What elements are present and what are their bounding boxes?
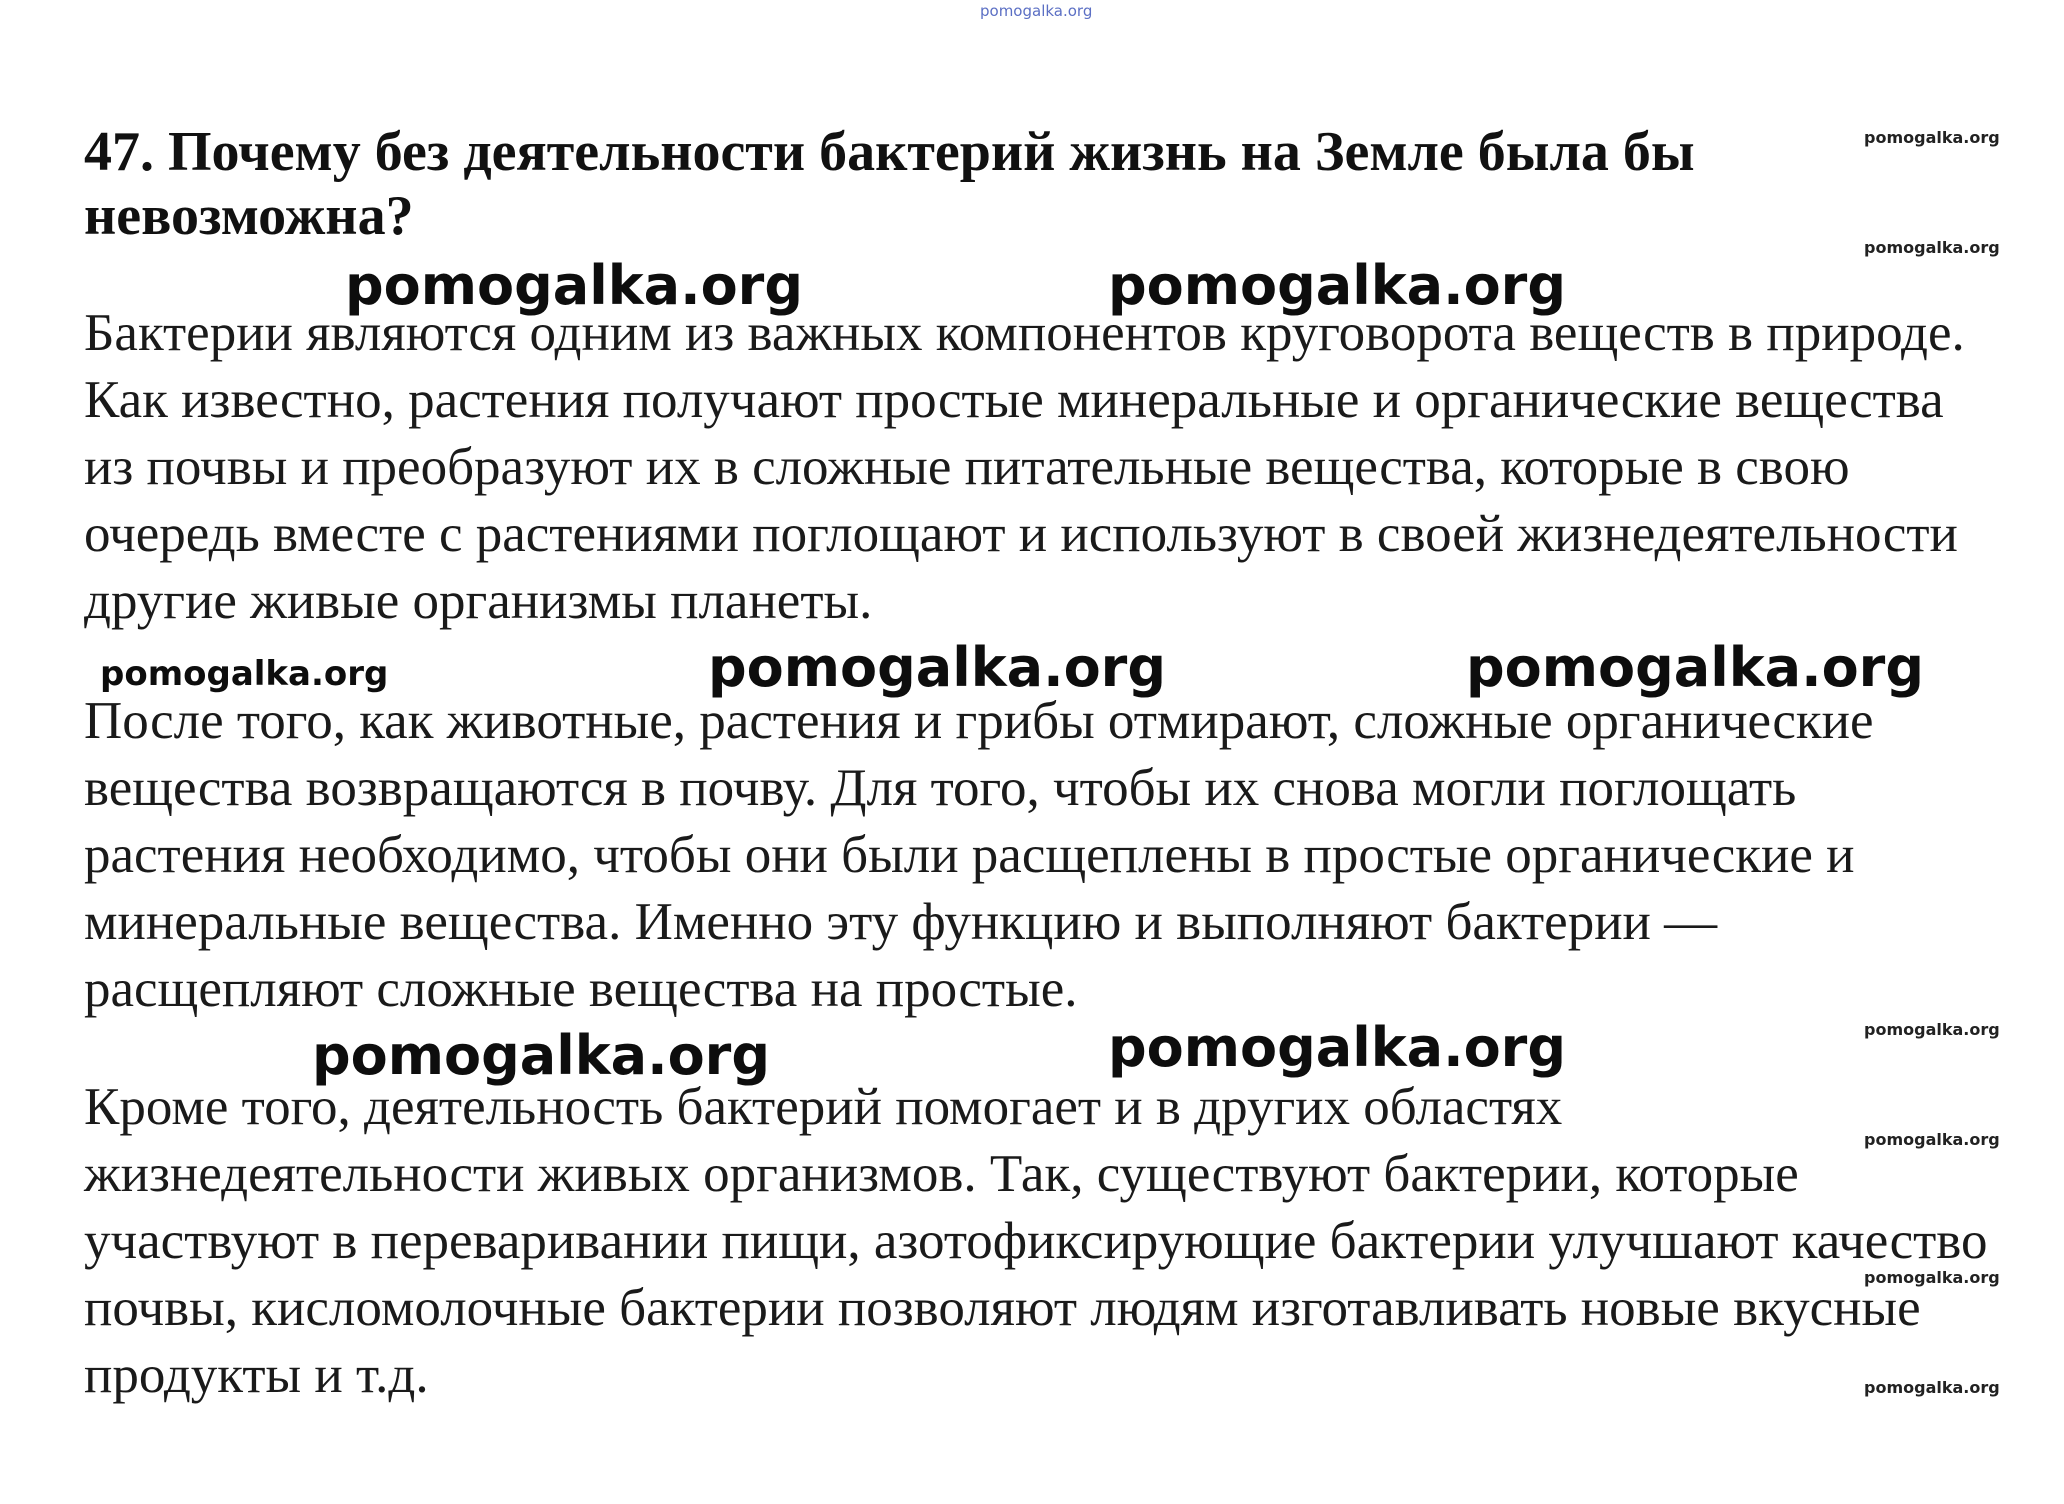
- watermark-small: pomogalka.org: [1864, 128, 2000, 147]
- watermark-medium: pomogalka.org: [100, 654, 389, 694]
- watermark-large: pomogalka.org: [708, 636, 1166, 699]
- watermark-small: pomogalka.org: [1864, 238, 2000, 257]
- watermark-large: pomogalka.org: [1108, 1016, 1566, 1079]
- watermark-large: pomogalka.org: [1108, 254, 1566, 317]
- watermark-large: pomogalka.org: [1466, 636, 1924, 699]
- top-watermark: pomogalka.org: [980, 2, 1093, 20]
- answer-paragraph-2: После того, как животные, растения и грибы отмирают, сложные органические вещества возвращаются в почву. Для того, чтобы их снова могли поглощать растения необходимо, чтобы они были расщеплены в простые органические и минеральные вещества. Именно эту функцию и выполняют бактерии — расщепляют сложные вещества на простые.: [84, 692, 1874, 1018]
- watermark-large: pomogalka.org: [312, 1024, 770, 1087]
- watermark-small: pomogalka.org: [1864, 1378, 2000, 1397]
- watermark-small: pomogalka.org: [1864, 1268, 2000, 1287]
- watermark-small: pomogalka.org: [1864, 1130, 2000, 1149]
- question-title: 47. Почему без деятельности бактерий жизнь на Земле была бы невозможна?: [84, 121, 1695, 247]
- watermark-small: pomogalka.org: [1864, 1020, 2000, 1039]
- answer-paragraph-1: Бактерии являются одним из важных компонентов круговорота веществ в природе. Как известно, растения получают простые минеральные и органические вещества из почвы и преобразуют их в сложные питательные вещества, которые в свою очередь вместе с растениями поглощают и используют в своей жизнедеятельности другие живые организмы планеты.: [84, 304, 1965, 630]
- answer-paragraph-3: Кроме того, деятельность бактерий помогает и в других областях жизнедеятельности живых организмов. Так, существуют бактерии, которые участвуют в переваривании пищи, азотофиксирующие бактерии улучшают качество почвы, кисломолочные бактерии позволяют людям изготавливать новые вкусные продукты и т.д.: [84, 1078, 1988, 1404]
- watermark-large: pomogalka.org: [345, 254, 803, 317]
